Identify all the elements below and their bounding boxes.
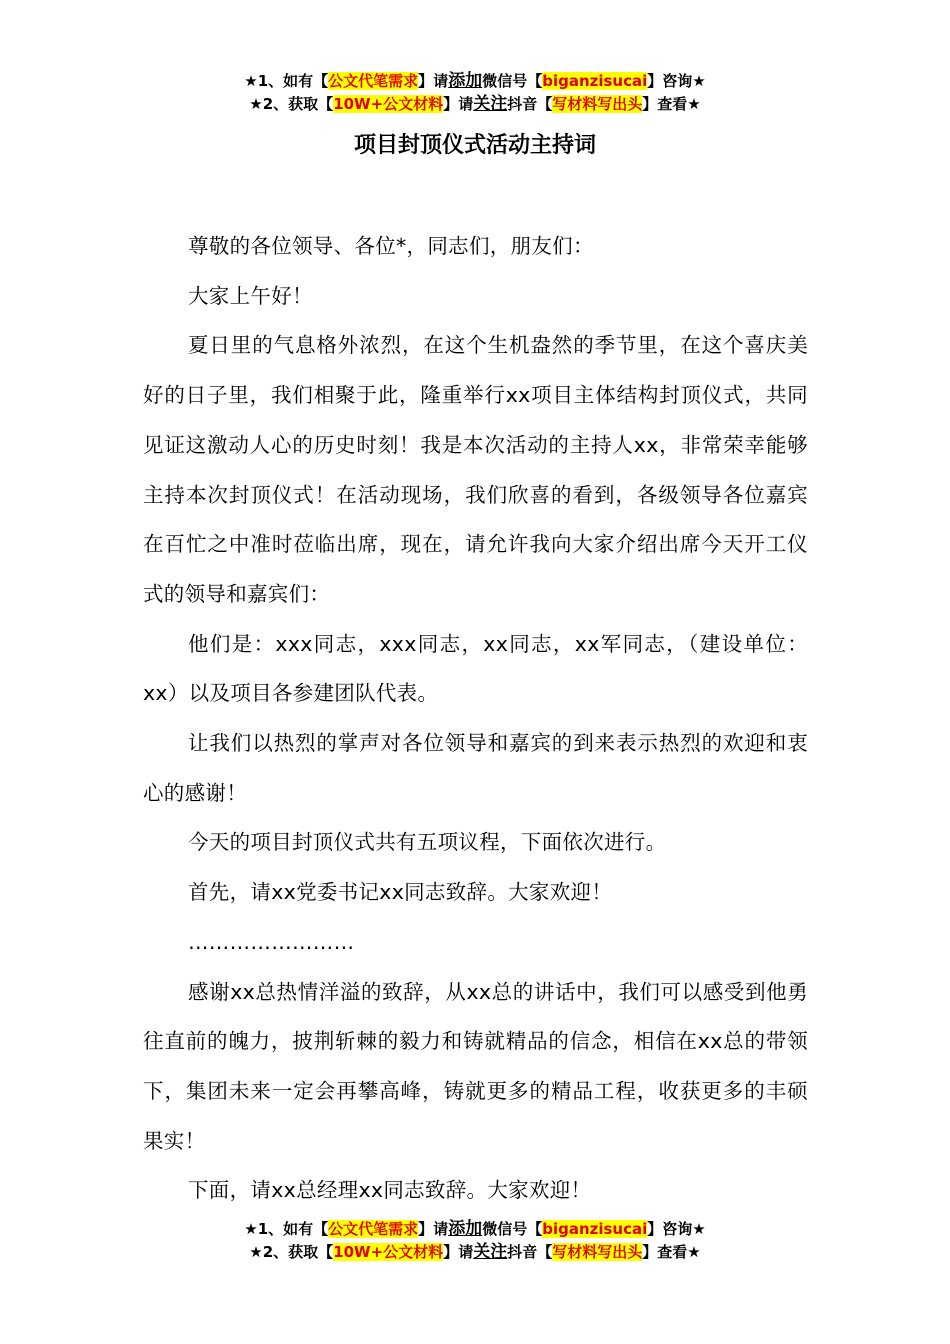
document-body xyxy=(143,222,808,1216)
highlight-wechat-id: biganzisucai xyxy=(542,72,648,90)
highlight-wechat-id: biganzisucai xyxy=(542,1220,648,1238)
banner-line-2: ★2、获取【10W+公文材料】请关注抖音【写材料写出头】查看★ xyxy=(249,1242,701,1262)
paragraph: 大家上午好！ xyxy=(188,283,313,308)
paragraph: 他们是：xxx同志，xxx同志，xx同志，xx军同志，（建设单位：xx）以及项目各参建团队代表。 xyxy=(143,631,808,706)
highlight-materials: 10W+公文材料 xyxy=(333,95,444,113)
highlight-service: 公文代笔需求 xyxy=(328,1220,419,1238)
highlight-douyin: 写材料写出头 xyxy=(552,1243,643,1261)
ellipsis-separator: …………………… xyxy=(188,929,355,954)
paragraph: 今天的项目封顶仪式共有五项议程，下面依次进行。 xyxy=(188,830,667,855)
paragraph: 首先，请xx党委书记xx同志致辞。大家欢迎！ xyxy=(188,880,613,905)
paragraph: 让我们以热烈的掌声对各位领导和嘉宾的到来表示热烈的欢迎和衷心的感谢！ xyxy=(143,731,808,805)
footer-banner xyxy=(0,1218,950,1264)
banner-line-2: ★2、获取【10W+公文材料】请关注抖音【写材料写出头】查看★ xyxy=(249,94,701,114)
highlight-service: 公文代笔需求 xyxy=(328,72,419,90)
header-banner xyxy=(0,70,950,116)
highlight-douyin: 写材料写出头 xyxy=(552,95,643,113)
paragraph: 尊敬的各位领导、各位*，同志们，朋友们： xyxy=(188,234,594,258)
highlight-materials: 10W+公文材料 xyxy=(333,1243,444,1261)
paragraph: 下面，请xx总经理xx同志致辞。大家欢迎！ xyxy=(188,1178,592,1203)
banner-line-1: ★1、如有【公文代笔需求】请添加微信号【biganzisucai】咨询★ xyxy=(244,71,706,91)
paragraph: 夏日里的气息格外浓烈，在这个生机盎然的季节里，在这个喜庆美好的日子里，我们相聚于此，隆重举行xx项目主体结构封顶仪式，共同见证这激动人心的历史时刻！我是本次活动的主持人xx，非常荣幸能够主持本次封顶仪式！在活动现场，我们欣喜的看到，各级领导各位嘉宾在百忙之中准时莅临出席，现在，请允许我向大家介绍出席今天开工仪式的领导和嘉宾们： xyxy=(143,333,808,606)
document-title: 项目封顶仪式活动主持词 xyxy=(353,133,596,158)
banner-line-1: ★1、如有【公文代笔需求】请添加微信号【biganzisucai】咨询★ xyxy=(244,1219,706,1239)
paragraph: 感谢xx总热情洋溢的致辞，从xx总的讲话中，我们可以感受到他勇往直前的魄力，披荆斩棘的毅力和铸就精品的信念，相信在xx总的带领下，集团未来一定会再攀高峰，铸就更多的精品工程，收获更多的丰硕果实！ xyxy=(143,979,808,1153)
